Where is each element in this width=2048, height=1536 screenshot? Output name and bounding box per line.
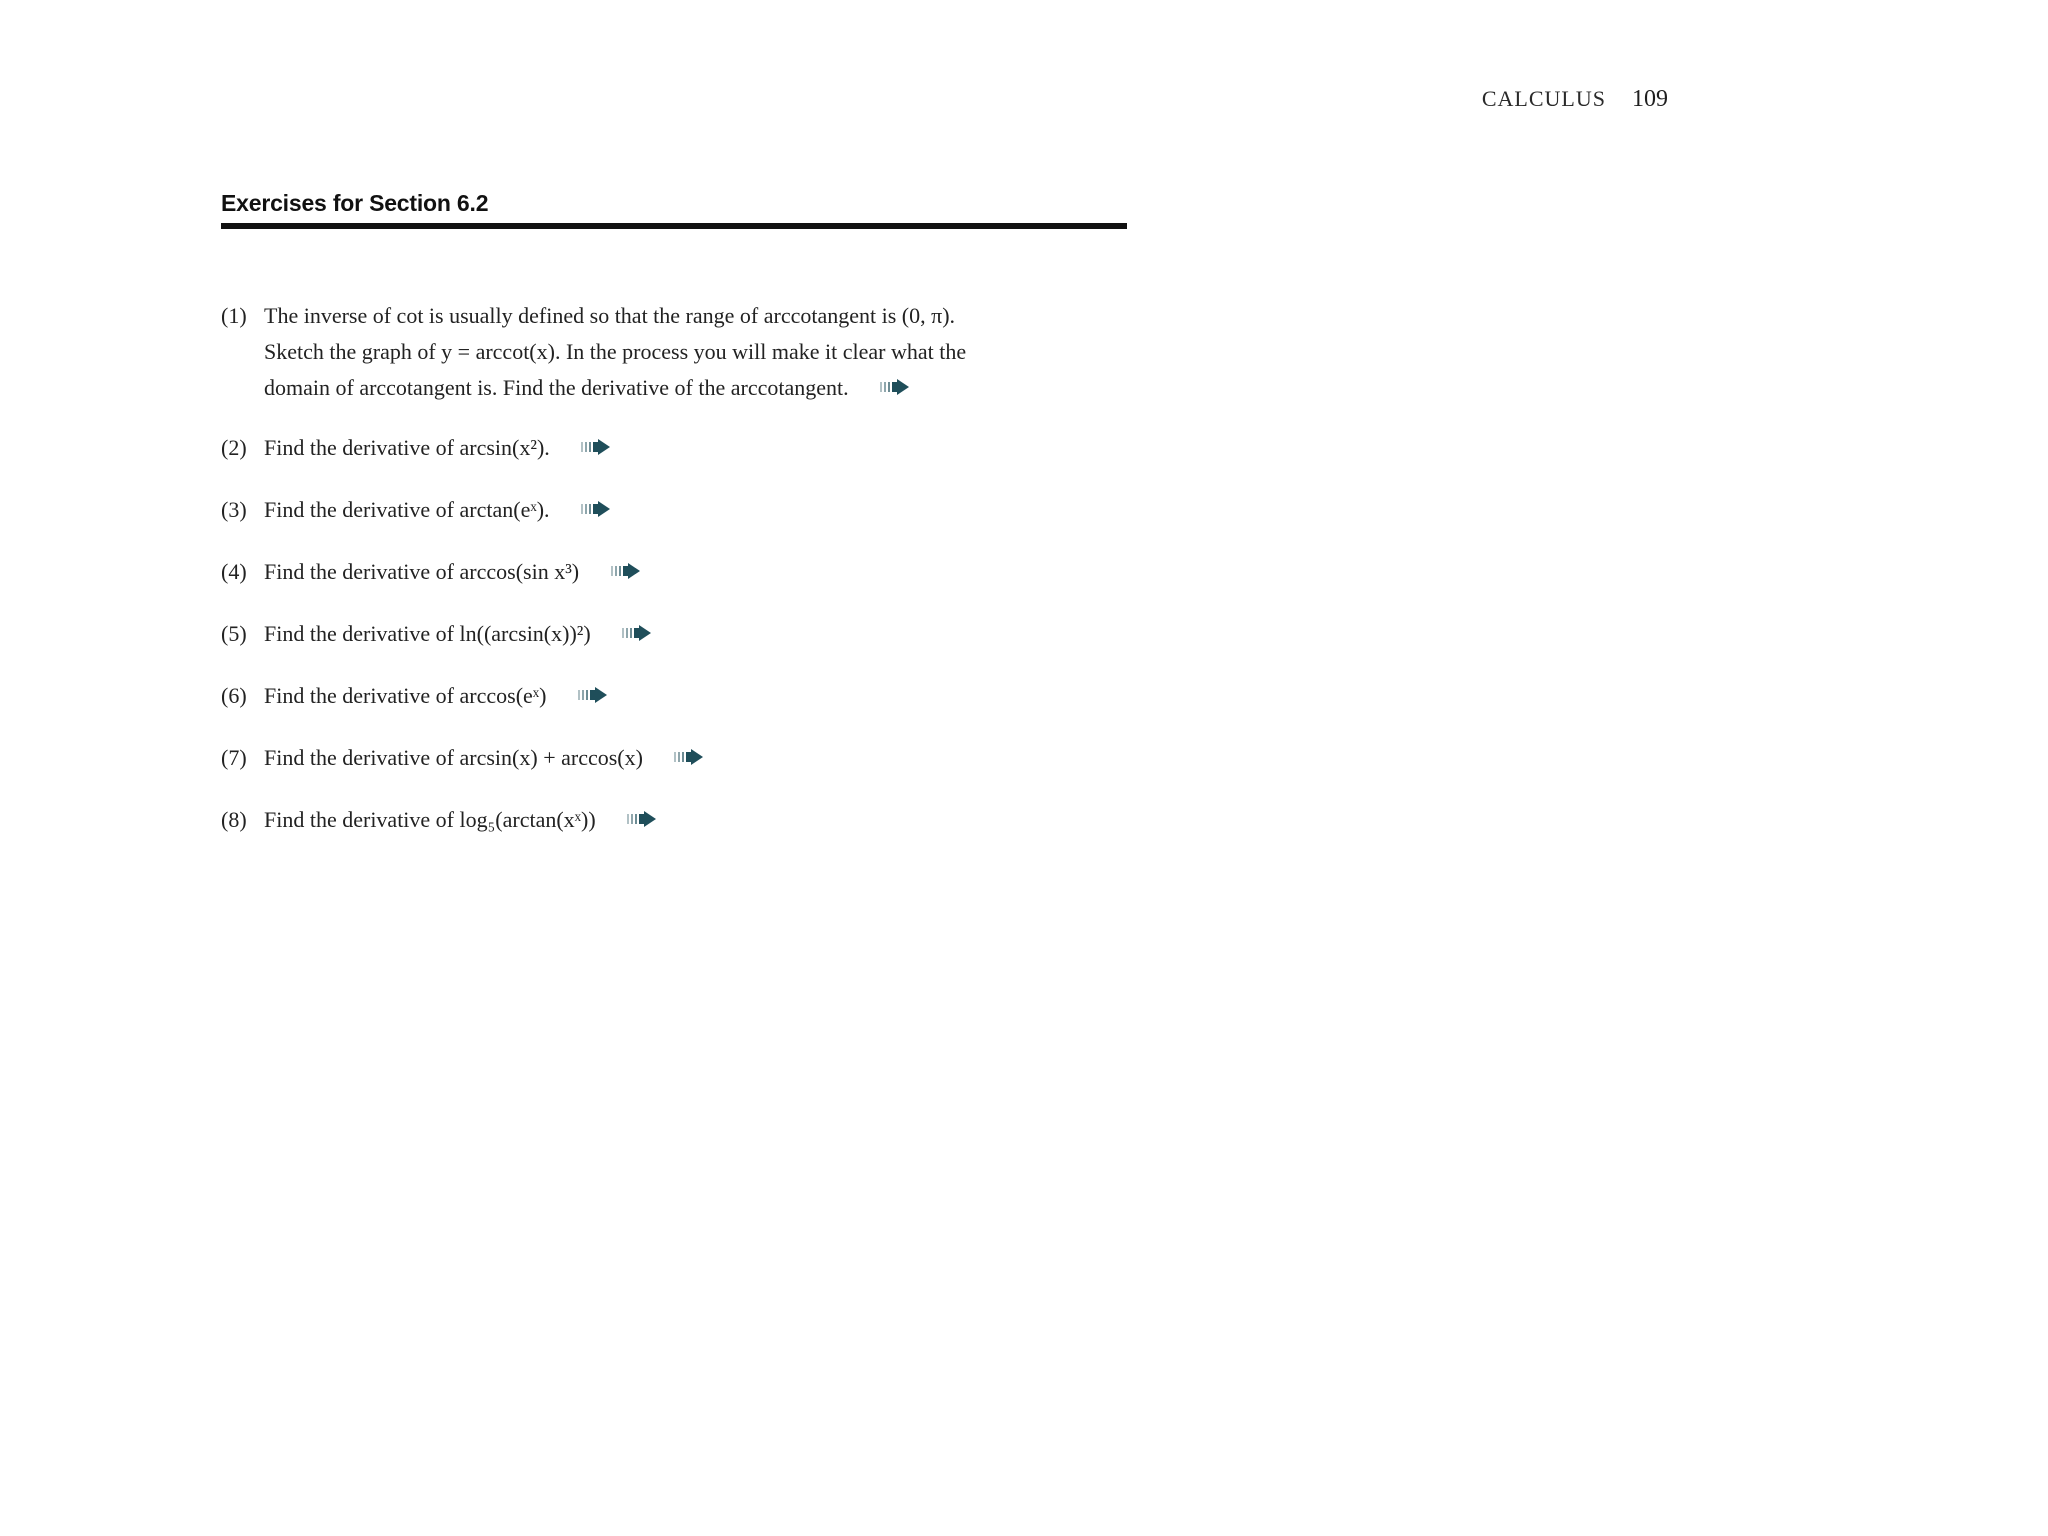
exercise-5 <box>221 616 1141 654</box>
exercise-number: (6) <box>221 682 247 708</box>
answer-link[interactable] <box>622 616 652 652</box>
exercise-prefix: Find the derivative of <box>264 558 455 584</box>
section-title: Exercises for Section 6.2 <box>221 190 1127 229</box>
exercise-text <box>264 430 1141 468</box>
exercise-prefix: Find the derivative of <box>264 744 455 770</box>
exercise-text <box>264 492 1141 530</box>
exercise-prefix: Find the derivative of <box>264 496 455 522</box>
exercise-number: (2) <box>221 434 247 460</box>
exercise-expression: arccos(sin x³) <box>459 558 580 584</box>
exercise-list <box>221 298 1141 840</box>
book-title: CALCULUS <box>1481 86 1606 111</box>
arrow-right-icon <box>611 563 641 579</box>
exercise-text <box>264 802 1141 840</box>
exercise-text <box>264 554 1141 592</box>
answer-link[interactable] <box>581 430 611 466</box>
answer-link[interactable] <box>581 492 611 528</box>
answer-link[interactable] <box>627 802 657 838</box>
exercise-expression: log₅(arctan(xˣ)) <box>459 806 596 832</box>
exercise-expression: arctan(eˣ). <box>459 496 550 522</box>
exercise-1 <box>221 298 1141 408</box>
exercise-prefix: Find the derivative of <box>264 806 455 832</box>
exercise-line: domain of arccotangent is. Find the derivative of the arccotangent. <box>264 375 849 400</box>
section-header <box>221 190 1127 229</box>
running-head <box>1482 86 1668 113</box>
exercise-line: The inverse of cot is usually defined so that the range of arccotangent is (0, π). <box>264 303 956 328</box>
exercise-number: (5) <box>221 620 247 646</box>
exercise-number: (7) <box>221 744 247 770</box>
arrow-right-icon <box>622 625 652 641</box>
exercise-prefix: Find the derivative of <box>264 434 455 460</box>
exercise-8 <box>221 802 1141 840</box>
exercise-expression: arccos(eˣ) <box>459 682 547 708</box>
exercise-expression: arcsin(x) + arccos(x) <box>459 744 643 770</box>
exercise-number: (1) <box>221 303 247 328</box>
answer-link[interactable] <box>674 740 704 776</box>
exercise-2 <box>221 430 1141 468</box>
exercise-number: (8) <box>221 806 247 832</box>
arrow-right-icon <box>880 379 910 395</box>
exercise-number: (3) <box>221 496 247 522</box>
exercise-text <box>264 298 1141 408</box>
answer-link[interactable] <box>611 554 641 590</box>
exercise-6 <box>221 678 1141 716</box>
arrow-right-icon <box>581 501 611 517</box>
arrow-right-icon <box>627 811 657 827</box>
page-number: 109 <box>1632 86 1668 112</box>
arrow-right-icon <box>581 439 611 455</box>
exercise-expression: arcsin(x²). <box>459 434 550 460</box>
exercise-prefix: Find the derivative of <box>264 620 455 646</box>
arrow-right-icon <box>578 687 608 703</box>
exercise-3 <box>221 492 1141 530</box>
exercise-text <box>264 616 1141 654</box>
exercise-prefix: Find the derivative of <box>264 682 455 708</box>
answer-link[interactable] <box>880 370 910 406</box>
exercise-expression: ln((arcsin(x))²) <box>459 620 591 646</box>
exercise-4 <box>221 554 1141 592</box>
answer-link[interactable] <box>578 678 608 714</box>
exercise-line: Sketch the graph of y = arccot(x). In the process you will make it clear what the <box>264 339 967 364</box>
exercise-text <box>264 740 1141 778</box>
exercise-number: (4) <box>221 558 247 584</box>
exercise-text <box>264 678 1141 716</box>
exercise-7 <box>221 740 1141 778</box>
arrow-right-icon <box>674 749 704 765</box>
